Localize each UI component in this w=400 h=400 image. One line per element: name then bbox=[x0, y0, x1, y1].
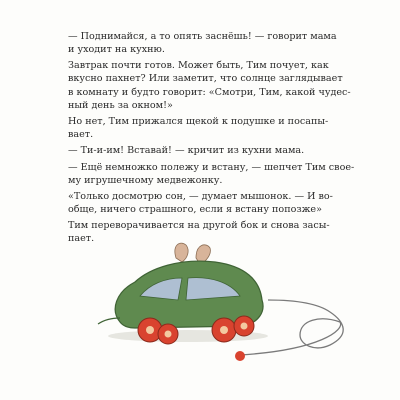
text-line: — Ти-и-им! Вставай! — кричит из кухни мама. bbox=[68, 145, 305, 157]
text-line: «Только досмотрю сон, — думает мышонок. — И во- bbox=[68, 190, 333, 202]
wheel-rear-right bbox=[234, 316, 254, 336]
string-bead bbox=[235, 351, 245, 361]
text-line: Тим переворачивается на другой бок и снова засы- bbox=[68, 220, 330, 232]
text-line: — Поднимайся, а то опять заснёшь! — говорит мама bbox=[68, 31, 337, 42]
text-line: — Ещё немножко полежу и встану, — шепчет Тим свое- bbox=[68, 161, 355, 173]
text-line: Но нет, Тим прижался щекой к подушке и посапы- bbox=[68, 115, 329, 127]
text-line: пает. bbox=[68, 233, 95, 245]
wheel-front-right bbox=[158, 324, 178, 344]
wheel-rear-left bbox=[212, 318, 236, 342]
car-tail bbox=[98, 318, 120, 324]
text-line: обще, ничего страшного, если я встану попозже» bbox=[68, 204, 322, 216]
text-line: вкусно пахнет? Или заметит, что солнце заглядывает bbox=[68, 73, 343, 85]
text-line: Завтрак почти готов. Может быть, Тим почует, как bbox=[68, 60, 329, 72]
text-line: ный день за окном!» bbox=[68, 99, 173, 111]
text-line: вает. bbox=[68, 129, 94, 141]
text-line: му игрушечному медвежонку. bbox=[68, 174, 223, 186]
text-line: и уходит на кухню. bbox=[68, 44, 165, 56]
text-line: в комнату и будто говорит: «Смотри, Тим, какой чудес- bbox=[68, 86, 351, 98]
left-ear bbox=[175, 243, 188, 262]
